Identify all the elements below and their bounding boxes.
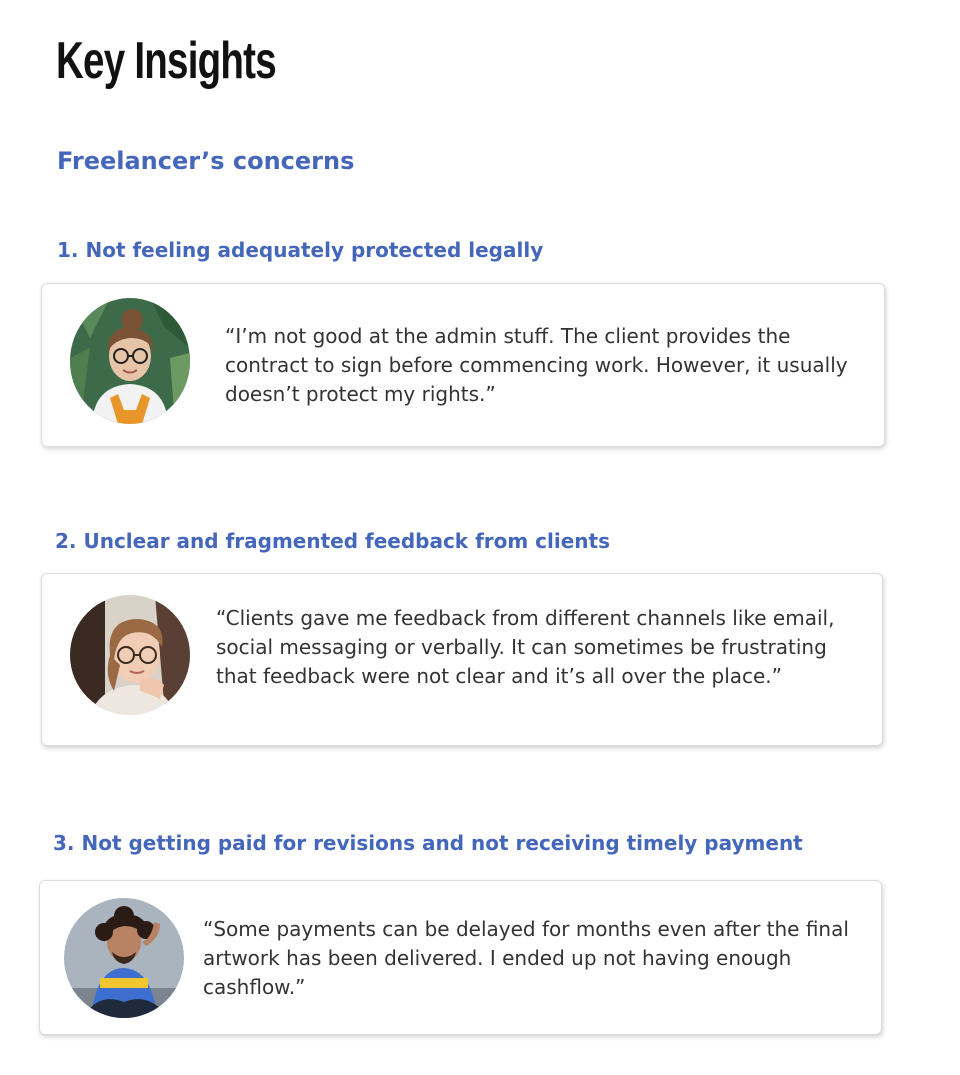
insight-heading-1: 1. Not feeling adequately protected legally bbox=[57, 238, 544, 262]
avatar-1-illustration bbox=[70, 298, 190, 424]
insight-quote-1: “I’m not good at the admin stuff. The client provides the contract to sign before commencing work. However, it usually doesn’t protect my rights.” bbox=[225, 324, 848, 406]
section-heading: Freelancer’s concerns bbox=[57, 147, 355, 175]
insight-quote-2: “Clients gave me feedback from different channels like email, social messaging or verbally. It can sometimes be frustrating that feedback were not clear and it’s all over the place.” bbox=[216, 606, 835, 688]
man-with-curly-hair-avatar-icon bbox=[64, 898, 184, 1018]
insight-heading-2: 2. Unclear and fragmented feedback from clients bbox=[55, 529, 611, 553]
woman-with-glasses-bun-avatar-icon bbox=[70, 298, 190, 424]
avatar-2-illustration bbox=[70, 595, 190, 715]
insight-card-2 bbox=[41, 573, 883, 746]
insight-heading-3: 3. Not getting paid for revisions and not receiving timely payment bbox=[53, 831, 803, 855]
page-title: Key Insights bbox=[56, 32, 276, 90]
woman-with-glasses-chin-on-hand-avatar-icon bbox=[70, 595, 190, 715]
insight-card-3 bbox=[39, 880, 882, 1035]
insight-quote-3: “Some payments can be delayed for months even after the final artwork has been delivered. I ended up not having enough cashflow.” bbox=[203, 917, 849, 999]
avatar-3-illustration bbox=[64, 898, 184, 1018]
insight-card-1 bbox=[41, 283, 885, 447]
